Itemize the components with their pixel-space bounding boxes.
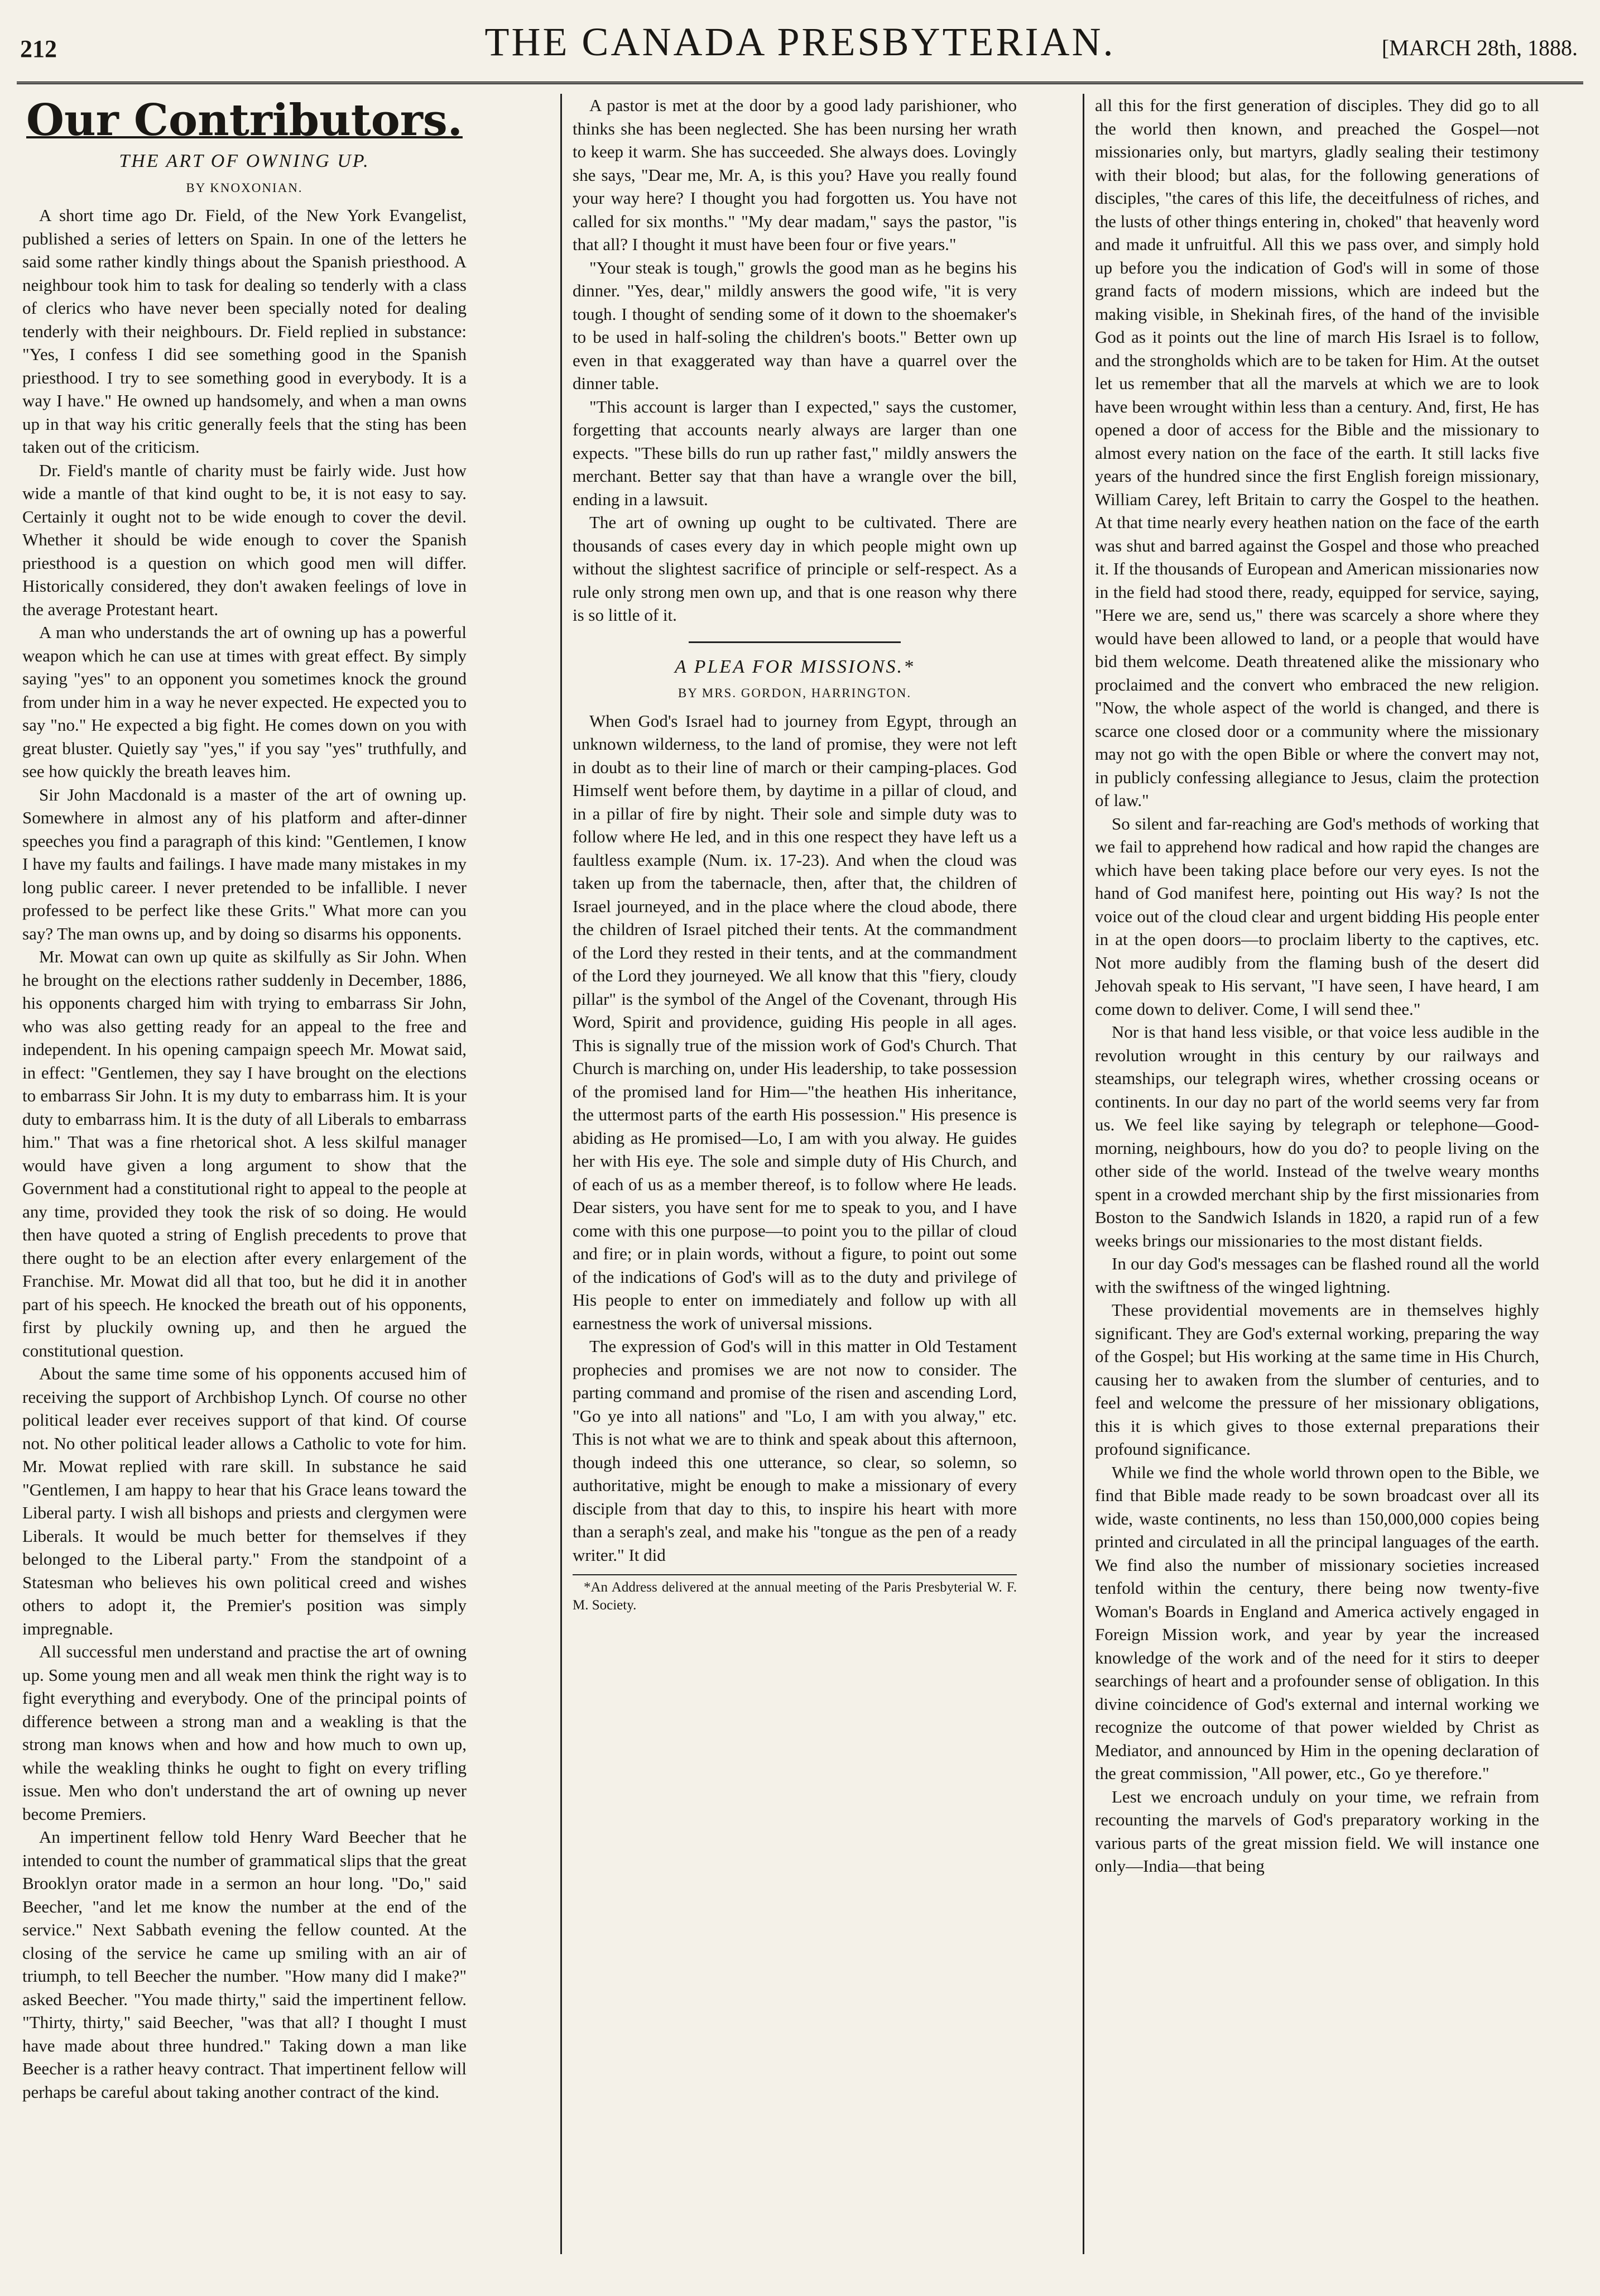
column-divider: [560, 94, 562, 2254]
column-2: [573, 94, 1017, 2271]
header-rule: [17, 82, 1583, 84]
paragraph: While we find the whole world thrown open to the Bible, we find that Bible made ready to be sown broadcast over all its wide, waste continents, no less than 150,000,000 copies being printed and circulated in all the principal languages of the earth. We find also the number of missionary societies increased tenfold within the century, there being now twenty-five Woman's Boards in England and America actively engaged in Foreign Mission work, and year by year the increased knowledge of the work and of the need for it stirs to deeper searchings of heart and a profounder sense of obligation. In this divine coincidence of God's external and internal working we recognize the outcome of that power wielded by Christ as Mediator, and announced by Him in the opening declaration of the great commission, "All power, etc., Go ye therefore.": [1095, 1462, 1539, 1783]
paragraph: The art of owning up ought to be cultivated. There are thousands of cases every day in which people might own up without the slightest sacrifice of principle or self-respect. As a rule only strong men own up, and that is one reason why there is so little of it.: [573, 512, 1017, 625]
article-byline: BY KNOXONIAN.: [186, 180, 303, 195]
paragraph: So silent and far-reaching are God's methods of working that we fail to apprehend how radical and how rapid the changes are which have been taking place before our very eyes. Is not the hand of God manifest here, pointing out His way? Is not the voice out of the cloud clear and urgent bidding His people enter in at the open doors—to proclaim liberty to the captives, etc. Not more audibly from the flaming bush of the desert did Jehovah speak to His servant, "I have seen, I have heard, I am come down to deliver. Come, I will send thee.": [1095, 813, 1539, 1019]
masthead-title: THE CANADA PRESBYTERIAN.: [484, 20, 1116, 64]
paragraph: "This account is larger than I expected," says the customer, forgetting that accounts nearly always are larger than one expects. "These bills do run up rather fast," mildly answers the merchant. Better say that than have a wrangle over the bill, ending in a lawsuit.: [573, 396, 1017, 509]
article-separator: [689, 641, 901, 643]
paragraph: These providential movements are in themselves highly significant. They are God's external working, preparing the way of the Gospel; but His working at the same time in His Church, causing her to awaken from the slumber of centuries, and to feel and welcome the pressure of her missionary obligations, this it is which gives to those external preparations their profound significance.: [1095, 1300, 1539, 1459]
article-body: [573, 710, 1017, 1567]
paragraph: An impertinent fellow told Henry Ward Beecher that he intended to count the number of grammatical slips that the great Brooklyn orator made in a sermon an hour long. "Do," said Beecher, "and let me know the number at the end of the service." Next Sabbath evening the fellow counted. At the closing of the service he came up smiling with an air of triumph, to tell Beecher the number. "How many did I make?" asked Beecher. "You made thirty," said the impertinent fellow. "Thirty, thirty," said Beecher, "was that all? I thought I must have made about three hundred." Taking down a man like Beecher is a rather heavy contract. That impertinent fellow will perhaps be careful about taking another contract of the kind.: [22, 1827, 467, 2102]
page-header: [0, 16, 1600, 83]
paragraph: Sir John Macdonald is a master of the art of owning up. Somewhere in almost any of his platform and after-dinner speeches you find a paragraph of this kind: "Gentlemen, I know I have my faults and failings. I have made many mistakes in my long public career. I never pretended to be infallible. I never professed to be perfect like these Grits." What more can you say? The man owns up, and by doing so disarms his opponents.: [22, 784, 467, 943]
article-body: [22, 204, 467, 2103]
paragraph: All successful men understand and practise the art of owning up. Some young men and all weak men think the right way is to fight everything and everybody. One of the principal points of difference between a strong man and a weakling is that the strong man knows when and how and how much to own up, while the weakling thinks he ought to fight on every trifling issue. Men who don't understand the art of owning up never become Premiers.: [22, 1642, 467, 1824]
article-title: A PLEA FOR MISSIONS.*: [674, 656, 915, 677]
paragraph: The expression of God's will in this matter in Old Testament prophecies and promises we are not now to consider. The parting command and promise of the risen and ascending Lord, "Go ye into all nations" and "Lo, I am with you alway," etc. This is not what we are to think and speak about this afternoon, though indeed this one utterance, so clear, so solemn, so authoritative, might be enough to make a missionary of every disciple from that day to this, to inspire his heart with more than a seraph's zeal, and make his "tongue as the pen of a ready writer." It did: [573, 1336, 1017, 1565]
article-body-continued: [573, 94, 1017, 627]
paragraph: Dr. Field's mantle of charity must be fairly wide. Just how wide a mantle of that kind ought to be, it is not easy to say. Certainly it ought not to be wide enough to cover the devil. Whether it should be wide enough to cover the Spanish priesthood is a question on which good men will differ. Historically considered, they don't awaken feelings of love in the average Protestant heart.: [22, 460, 467, 619]
issue-date: [MARCH 28th, 1888.: [1381, 35, 1578, 60]
paragraph: Mr. Mowat can own up quite as skilfully as Sir John. When he brought on the elections rather suddenly in December, 1886, his opponents charged him with trying to embarrass Sir John, who was also getting ready for an appeal to the free and independent. In his opening campaign speech Mr. Mowat said, in effect: "Gentlemen, they say I have brought on the elections to embarrass Sir John. It is my duty to embarrass him. It is your duty to embarrass him. It is the duty of all Liberals to embarrass him." That was a fine rhetorical shot. A less skilful manager would have given a long argument to show that the Government had a constitutional right to appeal to the people at any time, provided they took the risk of so doing. He would then have quoted a string of English precedents to prove that there ought to be an election after every enlargement of the Franchise. Mr. Mowat did all that too, but he did it in another part of his speech. He knocked the breath out of his opponents, first by pluckily owning up, and then he argued the constitutional question.: [22, 947, 467, 1360]
paragraph: A short time ago Dr. Field, of the New York Evangelist, published a series of letters on Spain. In one of the letters he said some rather kindly things about the Spanish priesthood. A neighbour took him to task for dealing so tenderly with a class of clerics who have never been specially noted for dealing tenderly with their neighbours. Dr. Field replied in substance: "Yes, I confess I did see something good in the Spanish priesthood. I try to see something good in everybody. It is a way I have." He owned up handsomely, and when a man owns up in that way his critic generally feels that the sting has been taken out of the criticism.: [22, 205, 467, 457]
paragraph: Nor is that hand less visible, or that voice less audible in the revolution wrought in this century by our railways and steamships, our telegraph wires, whether crossing oceans or continents. In our day no part of the world seems very far from us. We feel like saying by telegraph or telephone—Good-morning, neighbours, how do you do? to people living on the other side of the world. Instead of the twelve weary months spent in a crowded merchant ship by the first missionaries from Boston to the Sandwich Islands in 1820, a rapid run of a few weeks brings our missionaries to the most distant fields.: [1095, 1022, 1539, 1250]
column-1: [22, 94, 467, 2271]
column-divider: [1083, 94, 1084, 2254]
paragraph: "Your steak is tough," growls the good man as he begins his dinner. "Yes, dear," mildly answers the good wife, "it is very tough. I thought of sending some of it down to the shoemaker's to be used in half-soling the children's boots." Better own up even in that exaggerated way than have a quarrel over the dinner table.: [573, 257, 1017, 393]
page-number: 212: [20, 35, 57, 63]
article-byline: BY MRS. GORDON, HARRINGTON.: [678, 686, 912, 700]
paragraph: A pastor is met at the door by a good lady parishioner, who thinks she has been neglected. She has been nursing her wrath to keep it warm. She has succeeded. She always does. Lovingly she says, "Dear me, Mr. A, is this you? Have you really found your way here? I thought you had forgotten us. You have not called for six months." "My dear madam," says the pastor, "is that all? I thought it must have been four or five years.": [573, 95, 1017, 254]
footnote: *An Address delivered at the annual meeting of the Paris Presbyterial W. F. M. Society.: [573, 1574, 1017, 1614]
paragraph: About the same time some of his opponents accused him of receiving the support of Archbishop Lynch. Of course no other political leader ever receives support of that kind. Of course not. No other political leader allows a Catholic to vote for him. Mr. Mowat replied with rare skill. In substance he said "Gentlemen, I am happy to hear that his Grace leans toward the Liberal party. I wish all bishops and priests and clergymen were Liberals. It would be much better for themselves if they belonged to the Liberal party." From the standpoint of a Statesman who believes his own political creed and wishes others to adopt it, the Premier's position was simply impregnable.: [22, 1364, 467, 1638]
paragraph: When God's Israel had to journey from Egypt, through an unknown wilderness, to the land of promise, they were not left in doubt as to their line of march or their camping-places. God Himself went before them, by daytime in a pillar of cloud, and in a pillar of fire by night. Their sole and simple duty was to follow where He led, and in this one respect they have left us a faultless example (Num. ix. 17-23). And when the cloud was taken up from the tabernacle, then, after that, the children of Israel journeyed, and in the place where the cloud abode, there the children of Israel pitched their tents. At the commandment of the Lord they rested in their tents, and at the commandment of the Lord they journeyed. We all know that this "fiery, cloudy pillar" is the symbol of the Angel of the Covenant, through His Word, Spirit and providence, guiding His people in all ages. This is signally true of the mission work of God's Church. That Church is marching on, under His leadership, to take possession of the promised land for Him—"the heathen His inheritance, the uttermost parts of the earth His possession." His presence is abiding as He promised—Lo, I am with you alway. He guides her with His eye. The sole and simple duty of His Church, and of each of us as a member thereof, is to follow where He leads. Dear sisters, you have sent for me to speak to you, and I have come with this one purpose—to point you to the pillar of cloud and fire; or in plain words, without a figure, to point out some of the indications of God's will as to the duty and privilege of His people to enter on immediately and follow up with all earnestness the work of universal missions.: [573, 711, 1017, 1333]
article-title: THE ART OF OWNING UP.: [119, 151, 370, 171]
paragraph: all this for the first generation of disciples. They did go to all the world then known, and preached the Gospel—not missionaries only, but martyrs, gladly sealing their testimony with their blood; but alas, for the following generations of disciples, "the cares of this life, the deceitfulness of riches, and the lusts of other things entering in, choked" that heavenly word and made it unfruitful. All this we pass over, and simply hold up before you the indication of God's will in some of those grand facts of modern missions, which are indeed but the making visible, in Shekinah fires, of the hand of the invisible God as it points out the line of march His Israel is to follow, and the strongholds which are to be taken for Him. At the outset let us remember that all the marvels at which we are to look have been wrought within less than a century. And, first, He has opened a door of access for the Bible and the missionary to almost every nation on the face of the earth. It still lacks five years of the hundred since the first English foreign missionary, William Carey, left Britain to carry the Gospel to the heathen. At that time nearly every heathen nation on the face of the earth was shut and barred against the Gospel and those who preached it. If the thousands of European and American missionaries now in the field had stood there, ready, equipped for service, saying, "Here we are, send us," there was scarcely a shore where they would have been allowed to land, or a people that would have bid them welcome. Death threatened alike the missionary who proclaimed and the convert who embraced the new religion. "Now, the whole aspect of the world is changed, and there is scarce one closed door or a community where the missionary may not go with the open Bible or where the convert may not, in publicly confessing allegiance to Jesus, claim the protection of law.": [1095, 95, 1539, 810]
paragraph: A man who understands the art of owning up has a powerful weapon which he can use at times with great effect. By simply saying "yes" to an opponent you sometimes knock the ground from under him in a way he never expected. He expected you to say "no." He expected a big fight. He comes down on you with great bluster. Quietly say "yes," if you say "yes" truthfully, and see how quickly the breath leaves him.: [22, 622, 467, 781]
paragraph: Lest we encroach unduly on your time, we refrain from recounting the marvels of God's preparatory working in the various parts of the great mission field. We will instance one only—India—that being: [1095, 1786, 1539, 1876]
section-title: Our Contributors.: [26, 95, 463, 146]
article-body-continued: [1095, 94, 1539, 1878]
column-3: [1095, 94, 1539, 2271]
paragraph: In our day God's messages can be flashed round all the world with the swiftness of the winged lightning.: [1095, 1254, 1539, 1297]
